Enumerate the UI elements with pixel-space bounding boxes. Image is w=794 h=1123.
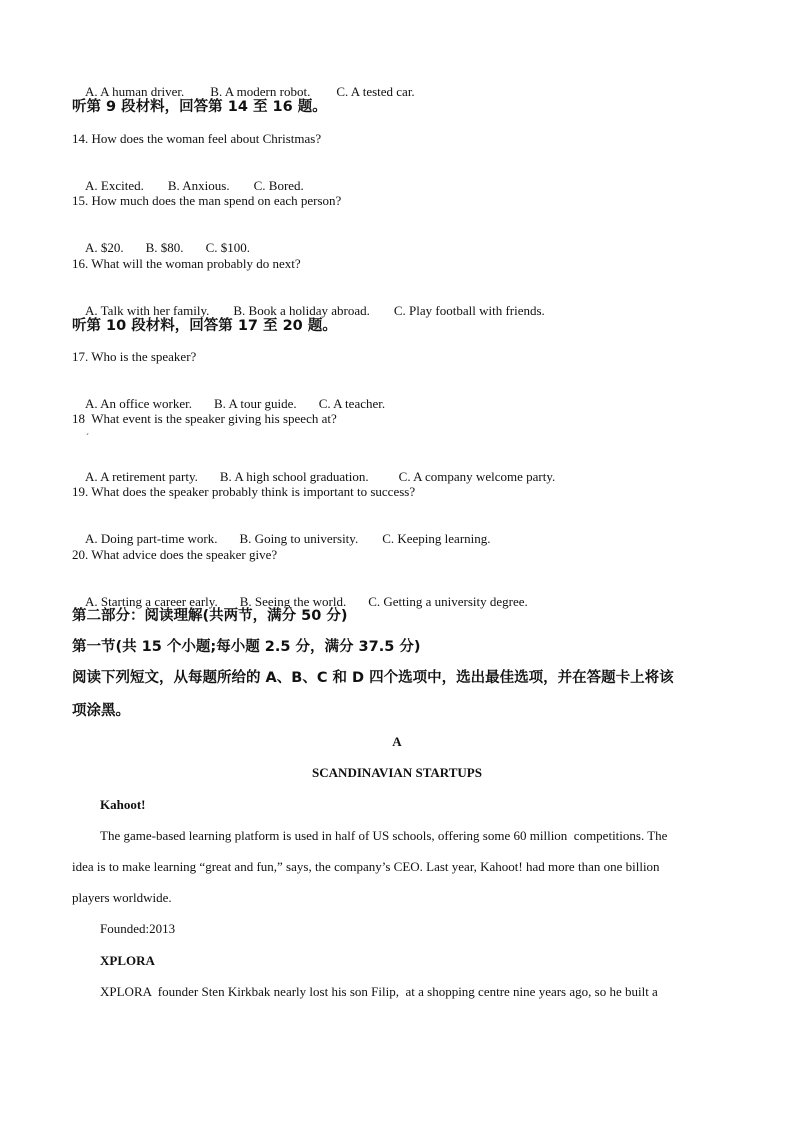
q20-option-c: C. Getting a university degree. [368,594,528,609]
q17-question: 17. Who is the speaker? [72,349,197,364]
q13-option-a: A. A human driver. [85,84,185,99]
q19-option-a: A. Doing part-time work. [85,531,218,546]
q18-option-a: A. A retirement party. [85,469,198,484]
q20-question: 20. What advice does the speaker give? [72,547,278,562]
q15-option-c: C. $100. [205,240,250,255]
q16-option-a: A. Talk with her family. [85,303,210,318]
q16-option-c: C. Play football with friends. [393,303,545,318]
kahoot-line-3: players worldwide. [72,890,172,905]
section10-heading: 听第 10 段材料，回答第 17 至 20 题。 [72,318,337,334]
q16-question: 16. What will the woman probably do next? [72,256,301,271]
instruction-line-1: 阅读下列短文，从每题所给的 A、B、C 和 D 四个选项中，选出最佳选项，并在答题卡上将该 [72,670,674,686]
q19-option-b: B. Going to university. [239,531,359,546]
passage-letter: A [392,734,402,749]
q17-option-a: A. An office worker. [85,396,192,411]
q15-option-b: B. $80. [145,240,184,255]
passage-title: SCANDINAVIAN STARTUPS [312,765,482,780]
kahoot-line-1: The game-based learning platform is used in half of US schools, offering some 60 million competitions. The [100,828,668,843]
xplora-name: XPLORA [100,953,155,968]
stray-mark-icon: ˊ [86,432,89,442]
xplora-line-1: XPLORA founder Sten Kirkbak nearly lost his son Filip, at a shopping centre nine years ago, so he built a [100,984,658,999]
q13-option-b: B. A modern robot. [210,84,311,99]
q14-option-a: A. Excited. [85,178,144,193]
q20-option-a: A. Starting a career early. [85,594,218,609]
q15-option-a: A. $20. [85,240,124,255]
section1-heading: 第一节(共 15 个小题;每小题 2.5 分，满分 37.5 分) [72,639,421,655]
part2-heading: 第二部分：阅读理解(共两节，满分 50 分) [72,608,348,624]
q19-question: 19. What does the speaker probably think is important to success? [72,484,416,499]
kahoot-founded: Founded:2013 [100,921,176,936]
q16-option-b: B. Book a holiday abroad. [233,303,370,318]
q14-question: 14. How does the woman feel about Christmas? [72,131,322,146]
q14-option-c: C. Bored. [253,178,304,193]
q14-option-b: B. Anxious. [167,178,230,193]
q20-option-b: B. Seeing the world. [239,594,347,609]
instruction-line-2: 项涂黑。 [72,703,130,719]
kahoot-name: Kahoot! [100,797,146,812]
q18-option-c: C. A company welcome party. [398,469,556,484]
q13-option-c: C. A tested car. [336,84,415,99]
q18-option-b: B. A high school graduation. [219,469,369,484]
q15-question: 15. How much does the man spend on each person? [72,193,342,208]
section9-heading: 听第 9 段材料，回答第 14 至 16 题。 [72,99,327,115]
q18-question: 18 What event is the speaker giving his speech at? [72,411,337,426]
q19-option-c: C. Keeping learning. [382,531,491,546]
q17-option-b: B. A tour guide. [213,396,297,411]
q17-option-c: C. A teacher. [318,396,386,411]
kahoot-line-2: idea is to make learning “great and fun,” says, the company’s CEO. Last year, Kahoot! had more than one billion [72,859,660,874]
